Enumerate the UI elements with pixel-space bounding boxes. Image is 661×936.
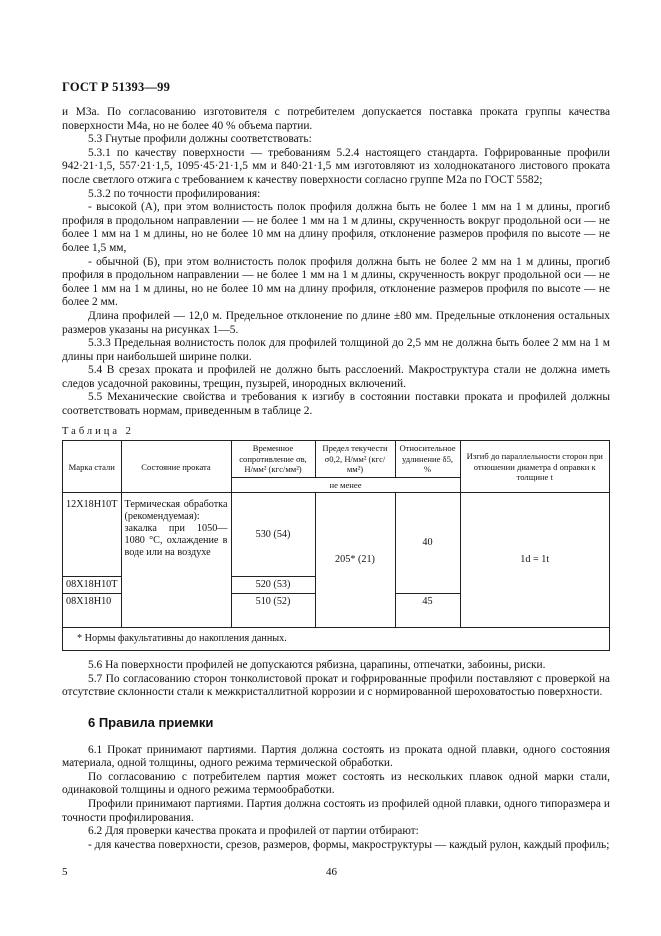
paragraph: Длина профилей — 12,0 м. Предельное отклонение по длине ±80 мм. Предельные отклонения остальных размеров указаны на рисунках 1—5. [62, 309, 610, 336]
table-caption: Таблица 2 [62, 425, 134, 437]
header-state: Состояние проката [121, 441, 231, 493]
cell-state: Термическая обработка (рекомендуемая): закалка при 1050—1080 °С, охлаждение в воде или на воздухе [121, 493, 231, 628]
paragraph: 5.3 Гнутые профили должны соответствовать: [88, 133, 312, 146]
cell-grade: 08Х18Н10 [63, 594, 122, 628]
paragraph: 5.3.3 Предельная волнистость полок для профилей толщиной до 2,5 мм не должна быть более 2 мм на 1 м длины при наибольшей ширине полки. [62, 337, 610, 363]
paragraph: - обычной (Б), при этом волнистость полок профиля должна быть не более 2 мм на 1 м длины, прогиб профиля в продольном направлении — не более 1 мм на 1 м длины, скрученность вокруг продольной оси — не более 1 мм на 1 м длины, но не более 10 мм на длину профиля, отклонение размеров профиля по высоте — не более 2 мм. [62, 255, 610, 309]
header-bend: Изгиб до параллельности сторон при отношении диаметра d оправки к толщине t [460, 441, 610, 493]
cell-strength: 510 (52) [231, 594, 315, 628]
document-header: ГОСТ Р 51393—99 [62, 80, 171, 94]
paragraph: - высокой (А), при этом волнистость полок профиля должна быть не более 1 мм на 1 м длины, прогиб профиля в продольном направлении — не более 1 мм на 1 м длины, скрученность вокруг продольной оси — не более 1 мм на 1 м длины, но не более 10 мм на длину профиля, отклонение размеров профиля по высоте — не более 1,5 мм, [62, 201, 610, 254]
paragraph: 5.3.2 по точности профилирования: [88, 187, 261, 200]
cell-strength: 530 (54) [231, 493, 315, 577]
cell-grade: 12Х18Н10Т [63, 493, 122, 577]
paragraph: 5.4 В срезах проката и профилей не должно быть расслоений. Макроструктура стали не должна иметь следов усадочной раковины, трещин, пузырей, инородных включений. [62, 364, 610, 390]
page-number-left: 5 [62, 866, 68, 878]
header-elongation: Относительное удлинение δ5, % [395, 441, 460, 478]
paragraph: 5.5 Механические свойства и требования к изгибу в состоянии поставки проката и профилей должны соответствовать нормам, приведенным в таблице 2. [62, 391, 610, 418]
paragraph: 5.7 По согласованию сторон тонколистовой прокат и гофрированные профили поставляют с проверкой на отсутствие склонности стали к межкристаллитной коррозии и с нормированной шероховатостью поверхности. [62, 672, 610, 699]
paragraph: 5.6 На поверхности профилей не допускаются рябизна, царапины, отпечатки, забоины, риски. [88, 659, 546, 672]
header-yield: Предел текучести σ0,2, Н/мм² (кгс/мм²) [315, 441, 395, 478]
paragraph: - для качества поверхности, срезов, размеров, формы, макроструктуры — каждый рулон, каждый профиль; [88, 838, 610, 851]
cell-grade: 08Х18Н10Т [63, 577, 122, 594]
page-number-center: 46 [326, 866, 337, 878]
cell-bend: 1d = 1t [460, 493, 610, 628]
cell-yield: 205* (21) [315, 493, 395, 628]
header-grade: Марка стали [63, 441, 122, 493]
header-strength: Временное сопротивление σв, Н/мм² (кгс/мм²) [231, 441, 315, 478]
header-min: не менее [231, 477, 460, 493]
page-content [62, 106, 610, 852]
paragraph: Профили принимают партиями. Партия должна состоять из профилей одной плавки, одного типоразмера и точности профилирования. [62, 798, 610, 824]
table-2 [62, 440, 610, 651]
paragraph: и М3а. По согласованию изготовителя с потребителем допускается поставка проката группы качества поверхности М4а, но не более 40 % объема партии. [62, 106, 610, 132]
paragraph: По согласованию с потребителем партия может состоять из нескольких плавок одной марки стали, одинаковой толщины и одного режима термообработки. [62, 770, 610, 797]
paragraph: 5.3.1 по качеству поверхности — требованиям 5.2.4 настоящего стандарта. Гофрированные профили 942·21·1,5, 557·21·1,5, 1095·45·21·1,5 мм и 840·21·1,5 мм изготовляют из холоднокатаного листового проката после светлого отжига с требованием к качеству поверхности согласно группе М2а по ГОСТ 5582; [62, 146, 610, 186]
cell-elongation: 40 [395, 493, 460, 594]
cell-strength: 520 (53) [231, 577, 315, 594]
paragraph: 6.2 Для проверки качества проката и профилей от партии отбирают: [88, 825, 419, 838]
section-title: 6 Правила приемки [88, 715, 214, 731]
table-note: * Нормы факультативны до накопления данных. [63, 628, 610, 651]
cell-elongation: 45 [395, 594, 460, 628]
paragraph: 6.1 Прокат принимают партиями. Партия должна состоять из проката одной плавки, одного состояния материала, одной толщины, одного режима термической обработки. [62, 743, 610, 770]
